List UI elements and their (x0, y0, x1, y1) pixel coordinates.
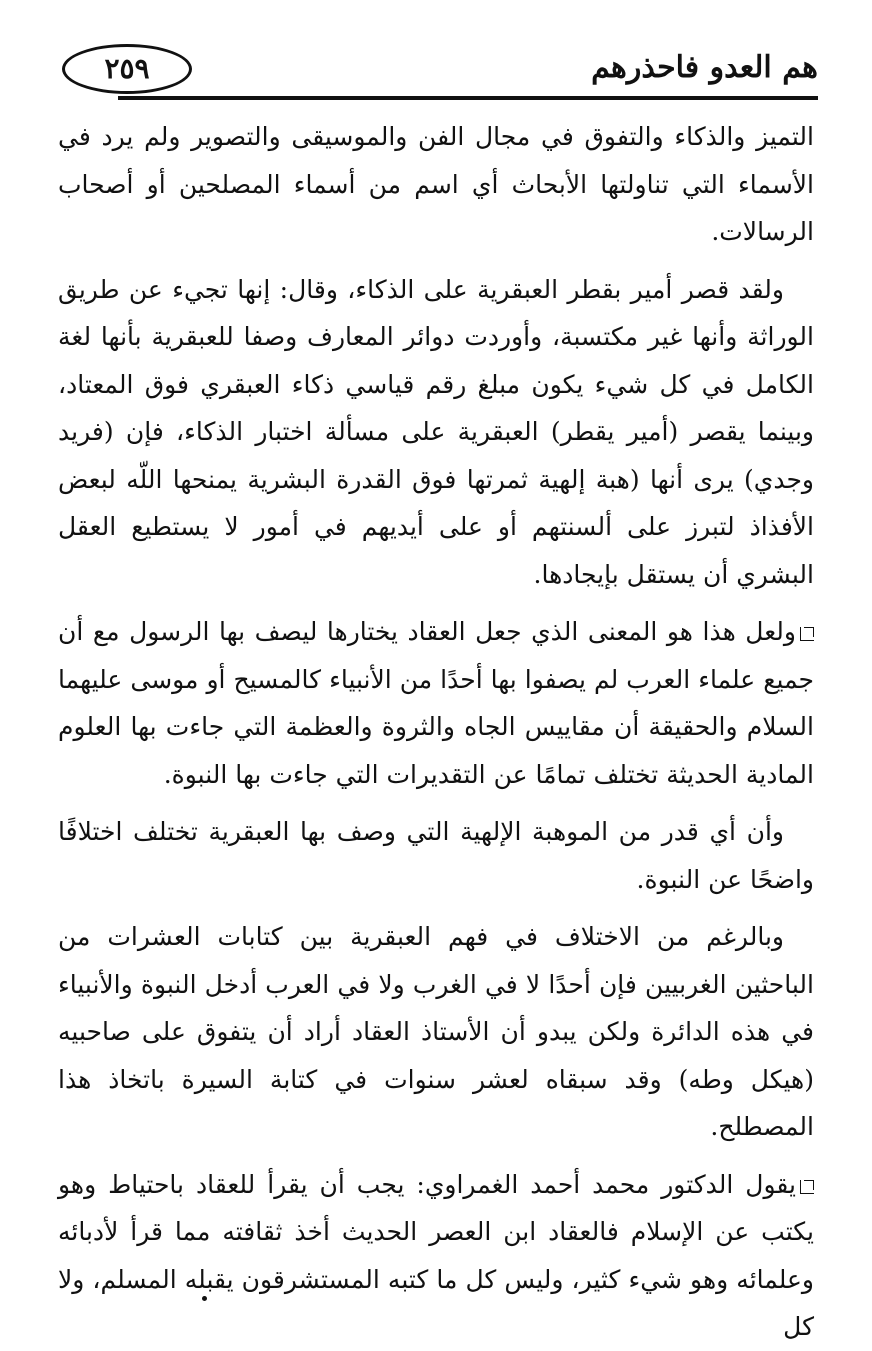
paragraph-2: ولقد قصر أمير بقطر العبقرية على الذكاء، وقال: إنها تجيء عن طريق الوراثة وأنها غير مكتسبة، وأوردت دوائر المعارف وصفا للعبقرية بأنها لغة الكامل في كل شيء يكون مبلغ رقم قياسي ذكاء العبقري فوق المعتاد، وبينما يقصر (أمير يقطر) العبقرية على مسألة اختبار الذكاء، فإن (فريد وجدي) يرى أنها (هبة إلهية ثمرتها فوق القدرة البشرية يمنحها اللّه لبعض الأفذاذ لتبرز على ألسنتهم أو على أيديهم في أمور لا يستطيع العقل البشري أن يستقل بإيجادها. (58, 274, 814, 589)
paragraph-4: وأن أي قدر من الموهبة الإلهية التي وصف بها العبقرية تختلف اختلافًا واضحًا عن النبوة. (58, 817, 814, 894)
paragraph-1: التميز والذكاء والتفوق في مجال الفن والموسيقى والتصوير ولم يرد في الأسماء التي تناولتها الأبحاث أي اسم من أسماء المصلحين أو أصحاب الرسالات. (58, 122, 814, 246)
page-number: ٢٥٩ (104, 52, 150, 85)
running-title: هم العدو فاحذرهم (591, 50, 818, 85)
paragraph-5: وبالرغم من الاختلاف في فهم العبقرية بين كتابات العشرات من الباحثين الغربيين فإن أحدًا لا في الغرب ولا في العرب أدخل النبوة والأنبياء في هذه الدائرة ولكن يبدو أن الأستاذ العقاد أراد أن يتفوق على صاحبيه (هيكل وطه) وقد سبقاه لعشر سنوات في كتابة السيرة باتخاذ هذا المصطلح. (58, 922, 814, 1141)
header-rule (118, 96, 818, 100)
section-marker-icon (800, 627, 814, 641)
paragraph-3: ولعل هذا هو المعنى الذي جعل العقاد يختارها ليصف بها الرسول مع أن جميع علماء العرب لم يصفوا بها أحدًا من الأنبياء كالمسيح أو موسى عليهما السلام والحقيقة أن مقاييس الجاه والثروة والعظمة التي جاءت بها العلوم المادية الحديثة تختلف تمامًا عن التقديرات التي جاءت بها النبوة. (58, 617, 814, 789)
section-marker-icon (800, 1180, 814, 1194)
paragraph-6: يقول الدكتور محمد أحمد الغمراوي: يجب أن يقرأ للعقاد باحتياط وهو يكتب عن الإسلام فالعقاد ابن العصر الحديث أخذ ثقافته مما قرأ لأدبائه وعلمائه وهو شيء كثير، وليس كل ما كتبه المستشرقون يقبله المسلم، ولا كل (58, 1169, 814, 1341)
page-number-badge (62, 44, 192, 94)
body-text (58, 113, 814, 1351)
page-header (58, 38, 818, 102)
ink-dot (202, 1296, 207, 1301)
